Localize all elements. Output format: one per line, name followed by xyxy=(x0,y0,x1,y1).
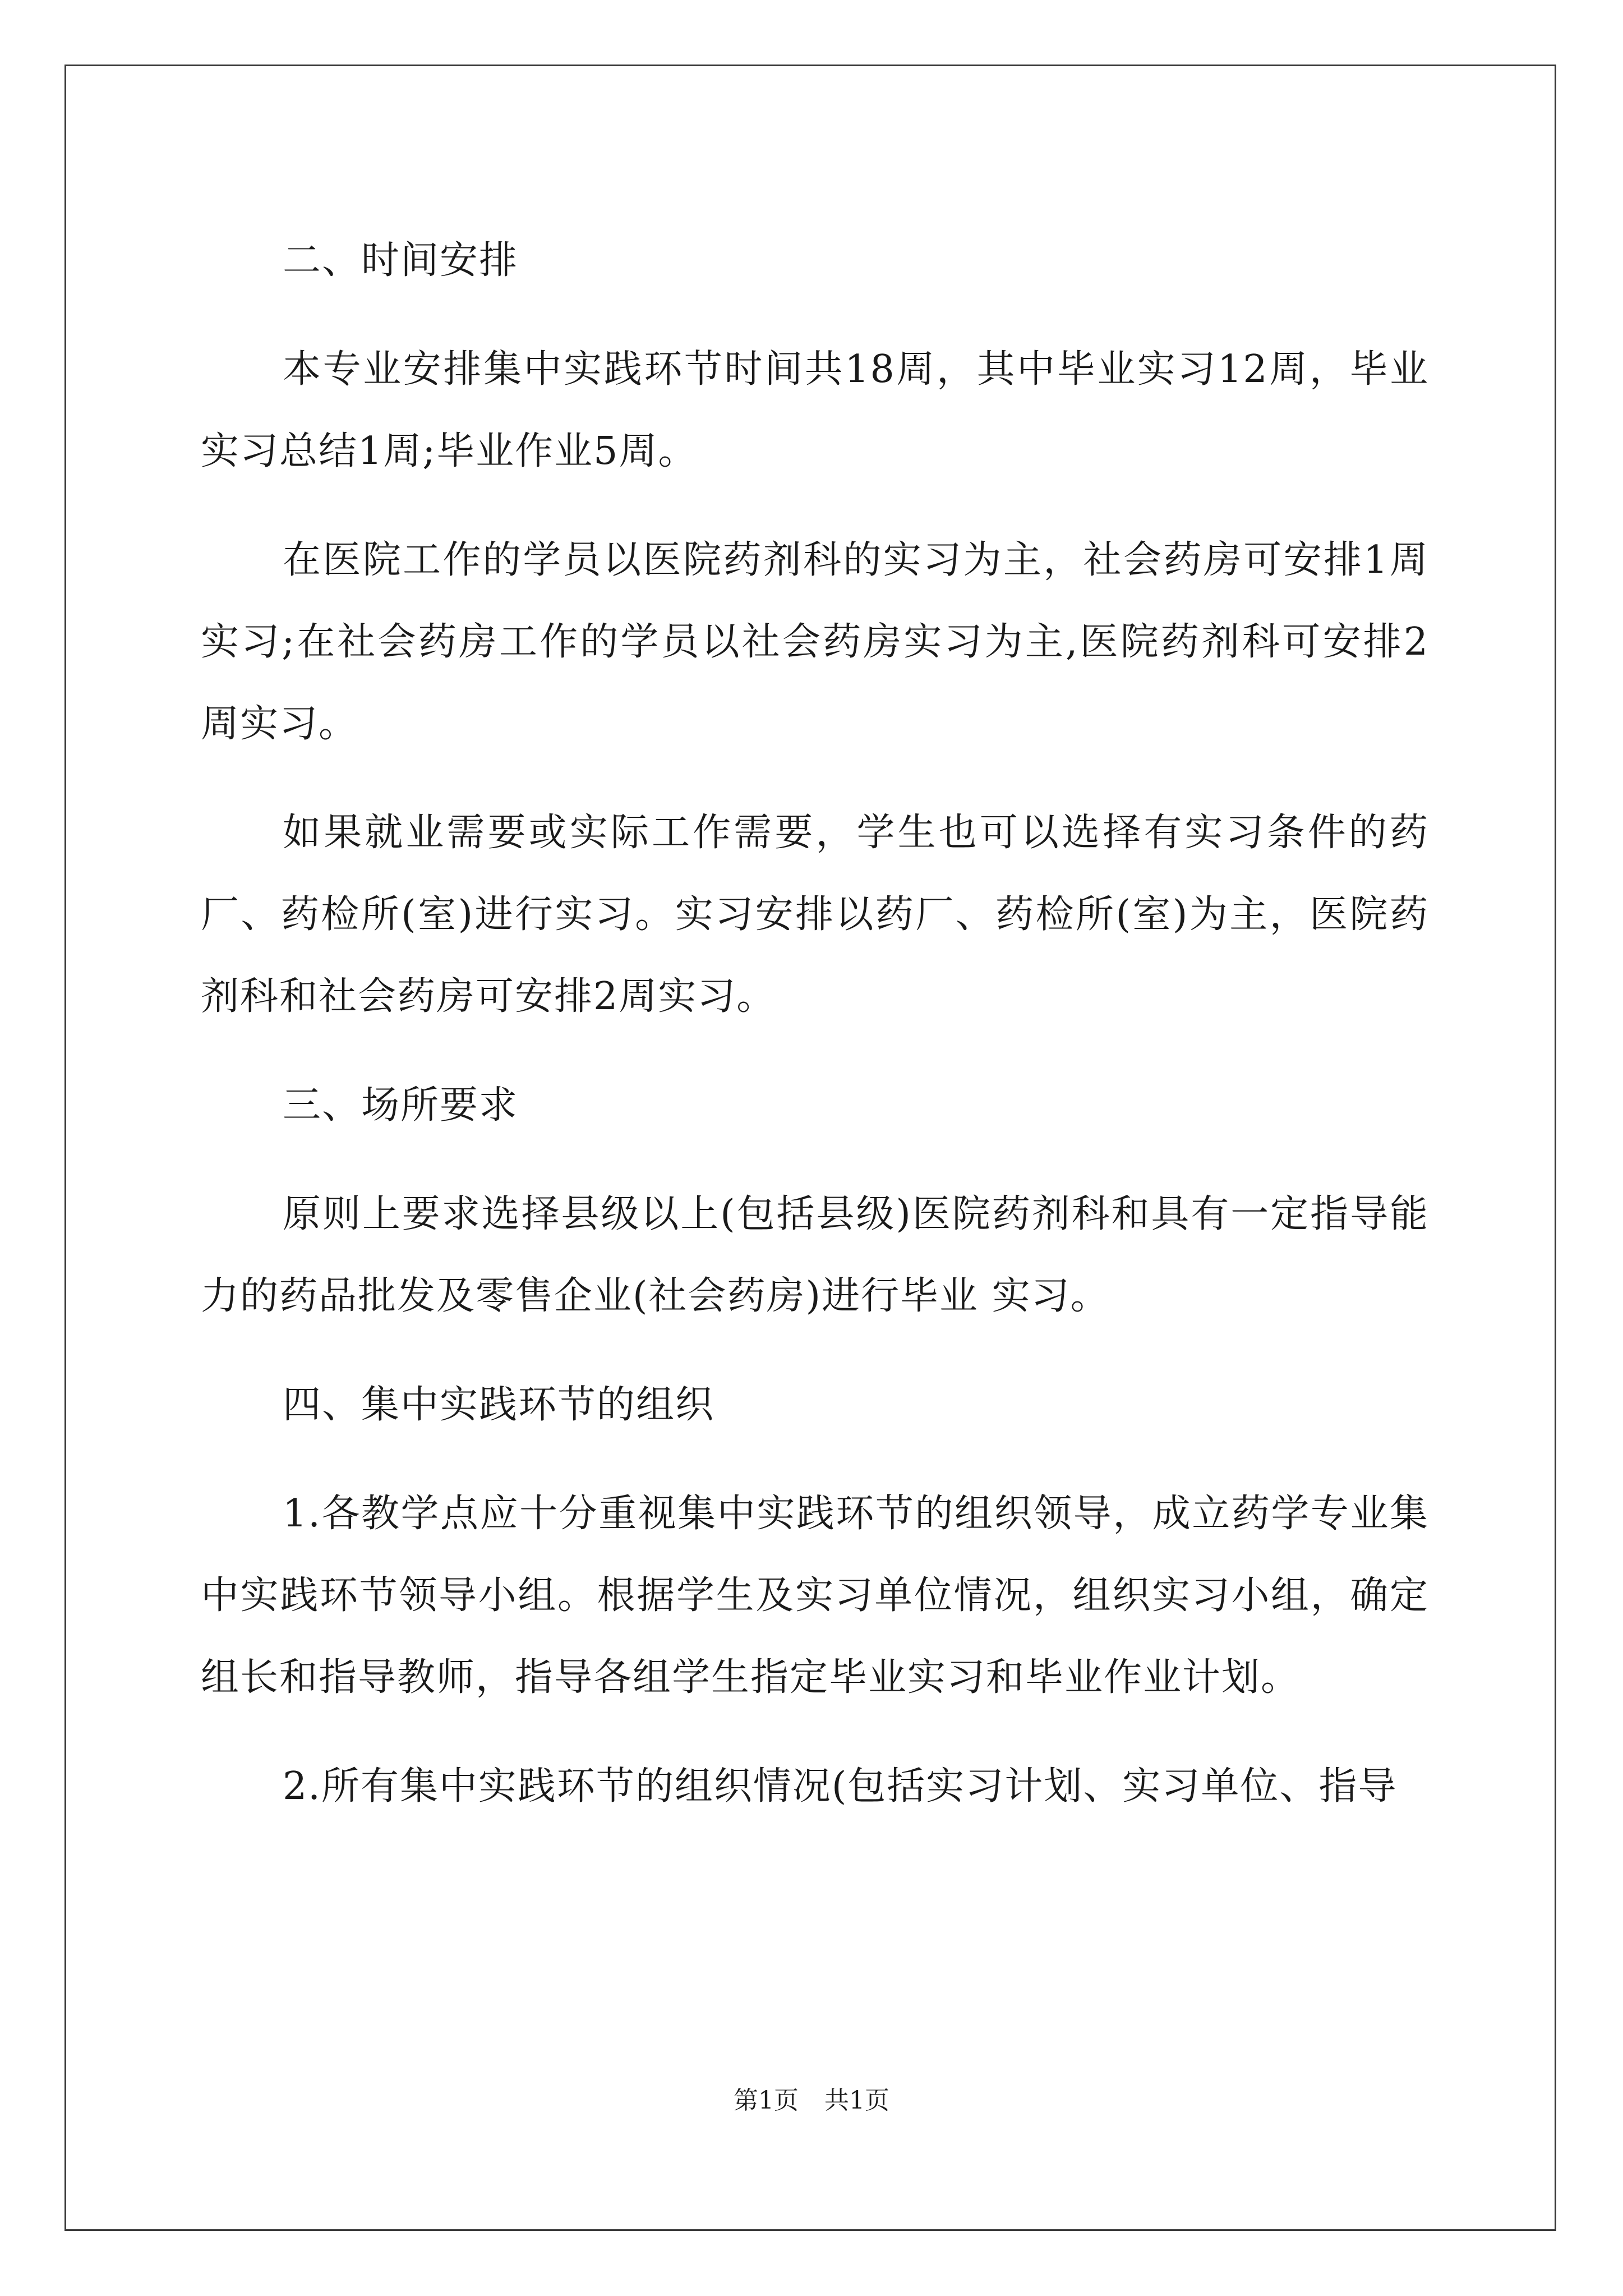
paragraph-organization-item-1: 1.各教学点应十分重视集中实践环节的组织领导，成立药学专业集中实践环节领导小组。根据学生及实习单位情况，组织实习小组，确定组长和指导教师，指导各组学生指定毕业实习和毕业作业计划。 xyxy=(201,1492,1429,1700)
paragraph-hospital-pharmacy: 在医院工作的学员以医院药剂科的实习为主，社会药房可安排1周实习;在社会药房工作的学员以社会药房实习为主,医院药剂科可安排2周实习。 xyxy=(201,538,1429,746)
section-heading-schedule: 二、时间安排 xyxy=(283,238,519,283)
paragraph-schedule-duration: 本专业安排集中实践环节时间共18周，其中毕业实习12周，毕业实习总结1周;毕业作业5周。 xyxy=(201,347,1429,473)
page-total: 共1页 xyxy=(824,2086,889,2115)
page-number: 第1页 xyxy=(734,2086,799,2115)
section-heading-venue: 三、场所要求 xyxy=(283,1083,519,1128)
document-body xyxy=(201,220,1429,1855)
paragraph-organization-item-2: 2.所有集中实践环节的组织情况(包括实习计划、实习单位、指导 xyxy=(283,1764,1398,1809)
page-footer xyxy=(0,2084,1623,2118)
section-heading-organization: 四、集中实践环节的组织 xyxy=(283,1383,715,1427)
paragraph-employment-needs: 如果就业需要或实际工作需要，学生也可以选择有实习条件的药厂、药检所(室)进行实习。实习安排以药厂、药检所(室)为主，医院药剂科和社会药房可安排2周实习。 xyxy=(201,811,1429,1019)
paragraph-venue-requirements: 原则上要求选择县级以上(包括县级)医院药剂科和具有一定指导能力的药品批发及零售企业(社会药房)进行毕业 实习。 xyxy=(201,1192,1429,1318)
